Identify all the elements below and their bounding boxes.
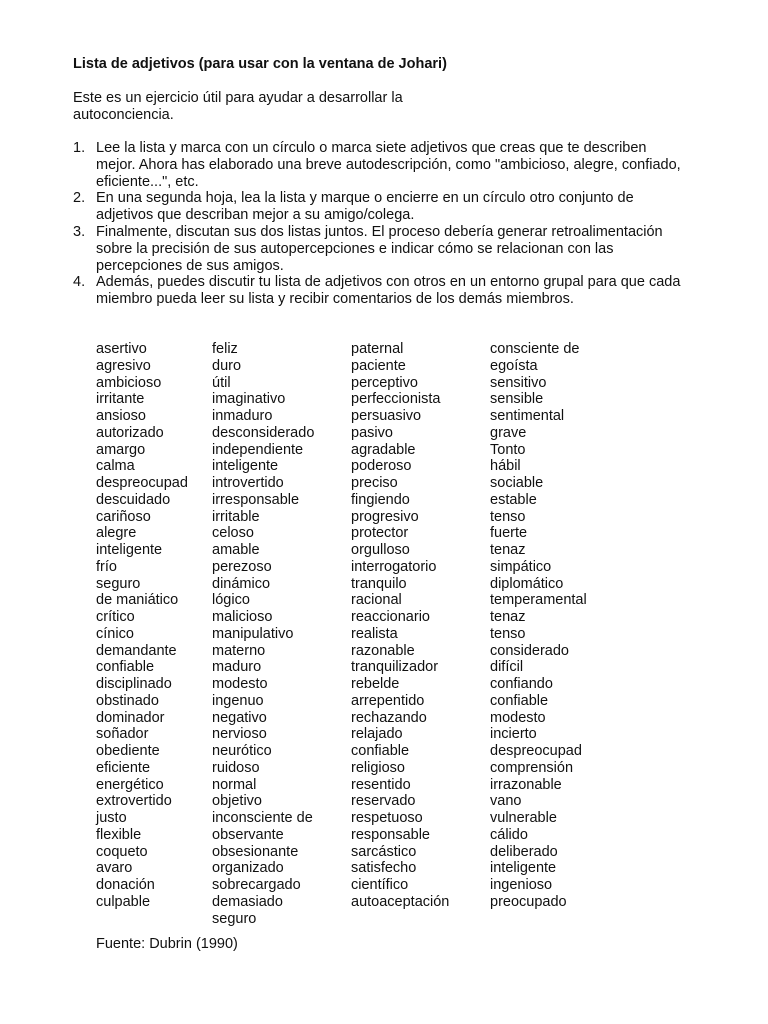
adjective-item: despreocupad <box>96 475 188 491</box>
adjective-item: grave <box>490 424 527 441</box>
adjective-item: extrovertido <box>96 793 172 810</box>
adjective-item: inteligente <box>212 458 279 475</box>
adjective-item: ansioso <box>96 408 146 424</box>
adjective-item: sarcástico <box>351 843 417 860</box>
adjective-item: rebelde <box>351 676 400 692</box>
adjective-item: incierto <box>490 726 537 743</box>
adjective-item: tenso <box>490 625 526 642</box>
adjective-item: Tonto <box>490 441 526 458</box>
adjective-item: tranquilo <box>351 575 407 592</box>
adjective-item: maduro <box>212 659 262 676</box>
instruction-number: 4. <box>73 274 86 291</box>
adjective-item: modesto <box>490 709 546 726</box>
adjective-item: vano <box>490 793 522 810</box>
adjective-item: preciso <box>351 475 398 491</box>
adjective-item: ingenioso <box>490 877 553 893</box>
intro-paragraph: Este es un ejercicio útil para ayudar a desarrollar la autoconciencia. <box>73 90 403 123</box>
adjective-item: científico <box>351 877 409 893</box>
adjective-item: preocupado <box>490 893 567 910</box>
adjective-item: independiente <box>212 441 304 458</box>
instruction-item <box>73 274 688 308</box>
adjective-item: ambicioso <box>96 374 162 391</box>
adjective-item: tenso <box>490 508 526 525</box>
adjective-item: inteligente <box>96 542 163 558</box>
adjective-item: normal <box>212 776 257 793</box>
adjective-item: orgulloso <box>351 542 410 558</box>
adjective-item: amable <box>212 542 260 558</box>
instruction-item <box>73 140 688 190</box>
adjective-column <box>490 341 640 917</box>
adjective-item: sensitivo <box>490 374 547 391</box>
adjective-item: cínico <box>96 625 134 642</box>
adjective-item: seguro <box>96 575 141 592</box>
adjective-item: tenaz <box>490 609 526 625</box>
adjective-item: neurótico <box>212 743 272 759</box>
adjective-item: temperamental <box>490 592 587 609</box>
adjective-item: reaccionario <box>351 609 430 625</box>
adjective-item: satisfecho <box>351 860 417 877</box>
adjective-item: duro <box>212 357 242 374</box>
adjective-item: introvertido <box>212 475 284 491</box>
adjective-item: racional <box>351 592 402 609</box>
adjective-item: coqueto <box>96 843 148 860</box>
adjective-item: útil <box>212 374 231 391</box>
adjective-item: relajado <box>351 726 403 743</box>
instruction-item <box>73 190 688 224</box>
adjective-item: eficiente <box>96 759 151 776</box>
adjective-item: modesto <box>212 676 268 692</box>
document-title: Lista de adjetivos (para usar con la ventana de Johari) <box>73 56 447 72</box>
adjective-item: asertivo <box>96 341 147 357</box>
adjective-item: dominador <box>96 709 165 726</box>
adjective-column <box>96 341 212 917</box>
adjective-item: despreocupad <box>490 743 582 759</box>
adjective-item: confiable <box>351 743 410 759</box>
adjective-item: agradable <box>351 441 416 458</box>
adjective-item: disciplinado <box>96 676 172 692</box>
adjective-item: materno <box>212 642 266 659</box>
adjective-item: irritante <box>96 391 145 408</box>
adjective-item: frío <box>96 558 117 575</box>
instruction-number: 2. <box>73 190 86 207</box>
adjective-item: hábil <box>490 458 521 475</box>
adjective-item: ingenuo <box>212 692 264 709</box>
adjective-item: consciente de <box>490 341 580 357</box>
adjective-item: sociable <box>490 475 544 491</box>
adjective-item: inmaduro <box>212 408 273 424</box>
adjective-item: cariñoso <box>96 508 151 525</box>
adjective-item: egoísta <box>490 357 538 374</box>
adjective-item: sentimental <box>490 408 565 424</box>
adjective-item: considerado <box>490 642 569 659</box>
adjective-item: autorizado <box>96 424 164 441</box>
adjective-item: soñador <box>96 726 149 743</box>
adjective-item: obsesionante <box>212 843 299 860</box>
adjective-item: estable <box>490 491 537 508</box>
adjective-item: paternal <box>351 341 404 357</box>
adjective-item: comprensión <box>490 759 574 776</box>
adjective-item: responsable <box>351 826 430 843</box>
adjective-item: crítico <box>96 609 135 625</box>
adjective-item: lógico <box>212 592 250 609</box>
adjective-column <box>212 341 351 927</box>
adjective-item: razonable <box>351 642 415 659</box>
adjective-item: poderoso <box>351 458 412 475</box>
instruction-text: Lee la lista y marca con un círculo o marca siete adjetivos que creas que te describen mejor. Ahora has elaborado una breve autodescripción, como "ambicioso, alegre, confiado, eficiente...", etc. <box>96 140 681 190</box>
adjective-column <box>351 341 490 917</box>
adjective-item: donación <box>96 877 155 893</box>
adjective-item: simpático <box>490 558 552 575</box>
instruction-text: Además, puedes discutir tu lista de adjetivos con otros en un entorno grupal para que cada miembro pueda leer su lista y recibir comentarios de los demás miembros. <box>96 274 681 308</box>
instructions-list <box>73 140 688 308</box>
adjective-item: desconsiderado <box>212 424 315 441</box>
instruction-item <box>73 224 688 274</box>
adjective-item: respetuoso <box>351 810 423 826</box>
adjective-item: nervioso <box>212 726 267 743</box>
adjective-item: diplomático <box>490 575 564 592</box>
instruction-text: Finalmente, discutan sus dos listas juntos. El proceso debería generar retroalimentación sobre la precisión de sus autopercepciones e indicar cómo se relacionan con las percepciones de sus amigos. <box>96 223 663 274</box>
adjective-item: cálido <box>490 826 528 843</box>
adjective-item: observante <box>212 826 284 843</box>
source-citation: Fuente: Dubrin (1990) <box>96 936 238 952</box>
adjective-item: confiable <box>96 659 155 676</box>
adjective-item: confiable <box>490 692 549 709</box>
adjective-item: confiando <box>490 676 553 692</box>
adjective-item: perfeccionista <box>351 391 441 408</box>
adjective-item: objetivo <box>212 793 262 810</box>
adjective-item: resentido <box>351 776 411 793</box>
adjective-item: arrepentido <box>351 692 425 709</box>
adjective-item: irrazonable <box>490 776 562 793</box>
adjective-item: demasiado <box>212 893 283 910</box>
adjective-item: amargo <box>96 441 146 458</box>
adjective-item: malicioso <box>212 609 273 625</box>
adjective-item: obediente <box>96 743 160 759</box>
adjective-item: irresponsable <box>212 491 300 508</box>
adjective-item: negativo <box>212 709 267 726</box>
adjective-item: agresivo <box>96 357 151 374</box>
adjective-item: autoaceptación <box>351 893 450 910</box>
adjective-item: vulnerable <box>490 810 557 826</box>
adjective-item: energético <box>96 776 164 793</box>
adjective-item: dinámico <box>212 575 271 592</box>
adjective-item: difícil <box>490 659 524 676</box>
adjective-item: persuasivo <box>351 408 422 424</box>
adjective-item: ruidoso <box>212 759 260 776</box>
adjective-item: fuerte <box>490 525 528 542</box>
adjective-item: manipulativo <box>212 625 294 642</box>
adjective-item: feliz <box>212 341 238 357</box>
adjective-item: deliberado <box>490 843 558 860</box>
adjective-item: inteligente <box>490 860 557 877</box>
adjective-item: alegre <box>96 525 137 542</box>
instruction-number: 3. <box>73 223 86 240</box>
adjective-item: religioso <box>351 759 405 776</box>
adjective-item: irritable <box>212 508 260 525</box>
adjective-item: culpable <box>96 893 151 910</box>
adjective-item: rechazando <box>351 709 427 726</box>
adjective-item: interrogatorio <box>351 558 437 575</box>
adjective-item: flexible <box>96 826 142 843</box>
adjective-item: justo <box>96 810 127 826</box>
adjective-item: progresivo <box>351 508 419 525</box>
adjective-item: sensible <box>490 391 544 408</box>
adjective-item: paciente <box>351 357 406 374</box>
adjective-item: sobrecargado <box>212 877 301 893</box>
adjective-item: inconsciente de <box>212 810 313 826</box>
adjective-item: perceptivo <box>351 374 418 391</box>
adjective-item: protector <box>351 525 409 542</box>
adjective-item: organizado <box>212 860 284 877</box>
adjective-item: demandante <box>96 642 177 659</box>
adjective-item: fingiendo <box>351 491 410 508</box>
adjective-item: celoso <box>212 525 254 542</box>
adjective-item: avaro <box>96 860 133 877</box>
instruction-text: En una segunda hoja, lea la lista y marque o encierre en un círculo otro conjunto de adjetivos que describan mejor a su amigo/colega. <box>96 190 634 224</box>
adjectives-table <box>96 341 640 927</box>
instruction-number: 1. <box>73 140 86 156</box>
adjective-item: calma <box>96 458 135 475</box>
adjective-item: obstinado <box>96 692 159 709</box>
adjective-item: tenaz <box>490 542 526 558</box>
adjective-item: realista <box>351 625 398 642</box>
adjective-item: tranquilizador <box>351 659 439 676</box>
adjective-item: imaginativo <box>212 391 286 408</box>
adjective-item: descuidado <box>96 491 171 508</box>
adjective-item: seguro <box>212 910 257 927</box>
adjective-item: perezoso <box>212 558 272 575</box>
adjective-item: reservado <box>351 793 416 810</box>
adjective-item: de maniático <box>96 592 179 609</box>
adjective-item: pasivo <box>351 424 393 441</box>
